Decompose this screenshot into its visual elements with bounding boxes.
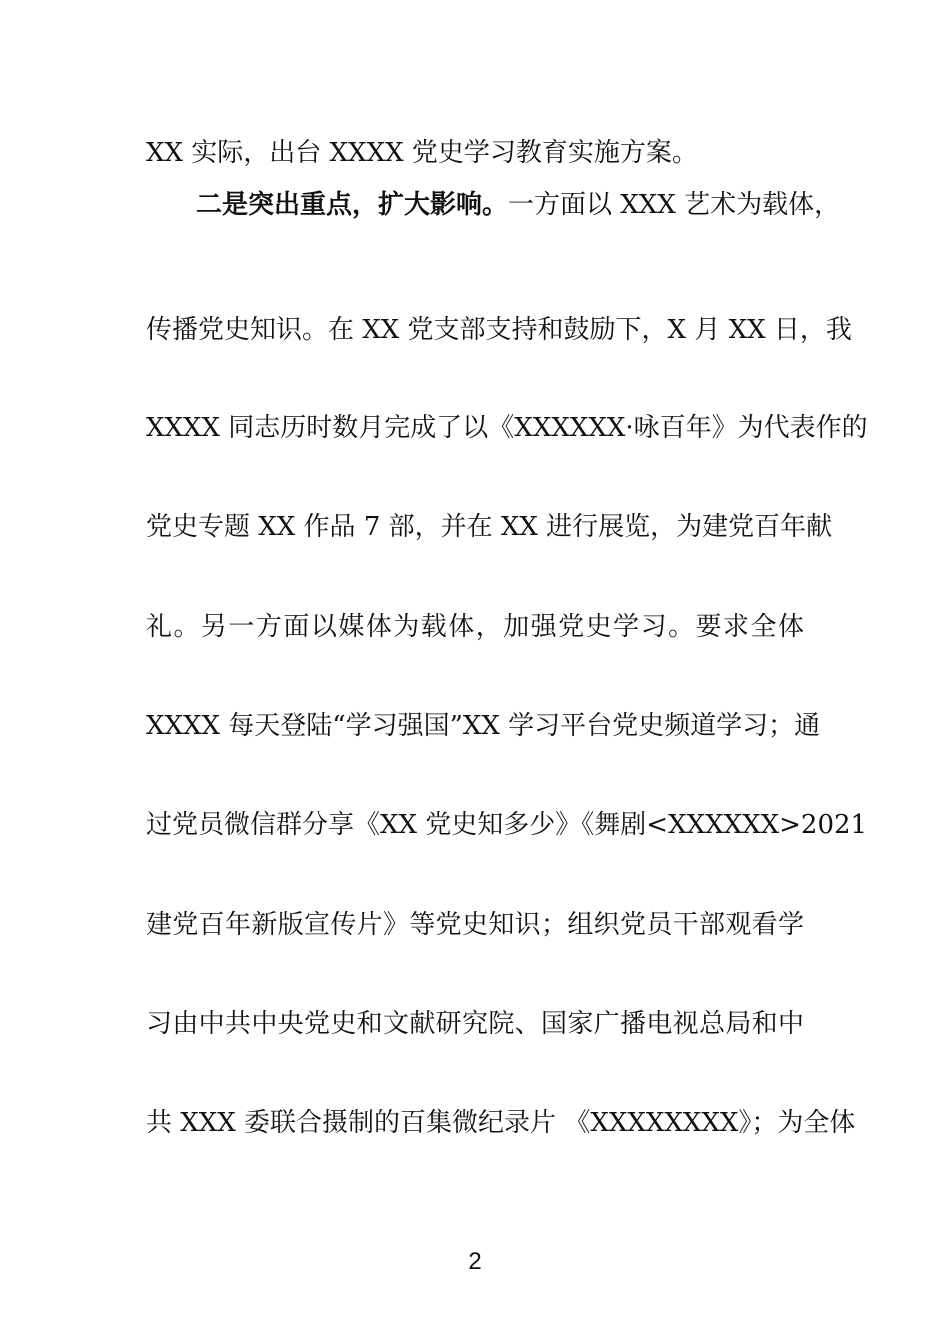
paragraph-line-2 [196, 188, 841, 222]
paragraph-line-8: 过党员微信群分享《XX 党史知多少》《舞剧<XXXXXX>2021 [146, 810, 868, 840]
section-heading: 二是突出重点，扩大影响。 [196, 190, 509, 220]
paragraph-line-7: XXXX 每天登陆“学习强国”XX 学习平台党史频道学习；通 [146, 711, 821, 741]
paragraph-text: 一方面以 XXX 艺术为载体， [508, 190, 841, 220]
paragraph-line-1: XX 实际，出台 XXXX 党史学习教育实施方案。 [146, 138, 698, 168]
paragraph-line-10: 习由中共中央党史和文献研究院、国家广播电视总局和中 [146, 1009, 804, 1039]
paragraph-line-3: 传播党史知识。在 XX 党支部支持和鼓励下，X 月 XX 日，我 [146, 315, 852, 345]
paragraph-line-4: XXXX 同志历时数月完成了以《XXXXXX·咏百年》为代表作的 [146, 413, 868, 443]
paragraph-line-11: 共 XXX 委联合摄制的百集微纪录片 《XXXXXXXX》；为全体 [146, 1108, 856, 1138]
paragraph-line-5: 党史专题 XX 作品 7 部，并在 XX 进行展览，为建党百年献 [146, 512, 833, 542]
paragraph-line-9: 建党百年新版宣传片》等党史知识；组织党员干部观看学 [146, 910, 804, 940]
paragraph-line-6: 礼。另一方面以媒体为载体，加强党史学习。要求全体 [146, 612, 804, 642]
page-number: 2 [468, 1248, 482, 1275]
